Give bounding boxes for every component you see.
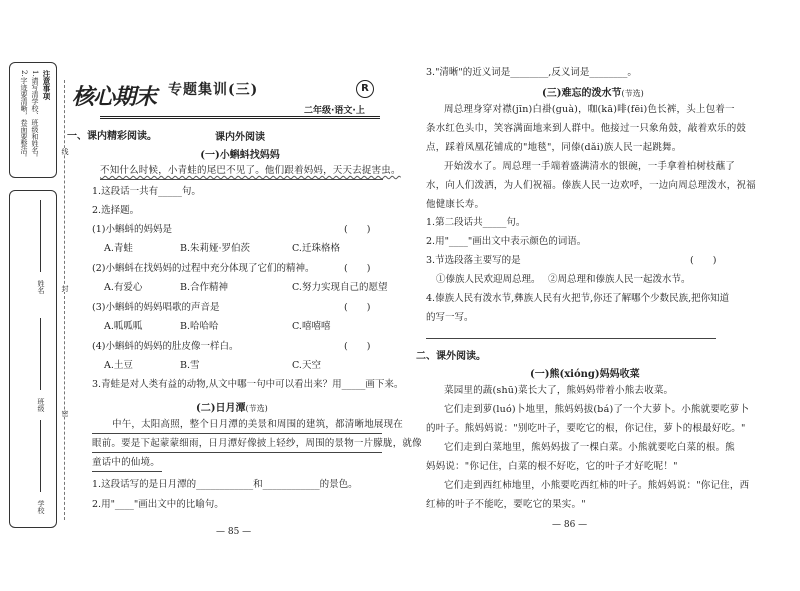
mc-1-option-c[interactable]: C.迁珠格格 — [292, 243, 340, 254]
question-2: 2.选择题。 — [92, 205, 140, 216]
right-question-4: 4.傣族人民有泼水节,彝族人民有火把节,你还了解哪个少数民族,把你知道 — [426, 293, 730, 304]
answer-line[interactable] — [426, 338, 716, 339]
header-rule — [100, 116, 380, 117]
passage-1-rule — [100, 179, 383, 180]
passage-4-line-6: 它们走到西红柿地里，小熊要吃西红柿的叶子。熊妈妈说："你记住，西 — [444, 480, 750, 491]
passage-2-title-text: (二)日月潭 — [196, 403, 246, 414]
passage-2-line-2: 眼前。要是下起蒙蒙细雨，日月潭好像披上轻纱，周围的景物一片朦胧，就像 — [92, 438, 422, 449]
brand-logo: 核心期末 — [72, 85, 157, 110]
mc-2-option-b[interactable]: B.合作精神 — [180, 282, 229, 293]
grade-tag: 二年级·语文·上 — [304, 106, 365, 116]
passage-2-title — [196, 399, 268, 414]
mc-2-option-a[interactable]: A.有爱心 — [104, 282, 143, 293]
class-label: 班级 — [37, 398, 45, 412]
cut-mark-feng: 封 — [61, 285, 69, 292]
question-4: 1.这段话写的是日月潭的____________和____________的景色。 — [92, 479, 358, 490]
section-title: 课内外阅读 — [215, 132, 265, 143]
passage-4-line-2: 它们走到萝(luó)卜地里，熊妈妈拔(bá)了一个大萝卜。小熊就要吃萝卜 — [444, 404, 750, 415]
question-3: 3.青蛙是对人类有益的动物,从文中哪一句中可以看出来？用_____画下来。 — [92, 379, 404, 390]
mc-1-option-a[interactable]: A.青蛙 — [104, 243, 133, 254]
page-number-right: — 86 — — [552, 520, 588, 530]
passage-2-rule-2 — [92, 452, 382, 453]
passage-4-line-1: 菜园里的蔬(shū)菜长大了，熊妈妈带着小熊去收菜。 — [444, 385, 674, 396]
mc-4-option-a[interactable]: A.土豆 — [104, 360, 133, 371]
mc-3-answer-box[interactable]: ( ) — [344, 302, 371, 313]
passage-4-title: (一)熊(xióng)妈妈收菜 — [530, 369, 640, 380]
name-field[interactable] — [40, 200, 41, 272]
mc-1-answer-box[interactable]: ( ) — [344, 224, 371, 235]
mc-3-option-c[interactable]: C.嘻嘻嘻 — [292, 321, 331, 332]
passage-2-rule-1 — [92, 433, 382, 434]
question-1: 1.这段话一共有_____句。 — [92, 186, 201, 197]
mc-4-option-b[interactable]: B.雪 — [180, 360, 200, 371]
right-q3-option-1[interactable]: ①傣族人民欢迎周总理。 — [436, 274, 541, 285]
right-q3-option-2[interactable]: ②周总理和傣族人民一起泼水节。 — [548, 274, 691, 285]
mc-2-option-c[interactable]: C.努力实现自己的愿望 — [292, 282, 388, 293]
page-title: 专题集训(三) — [168, 82, 259, 98]
notice-line-2: 2.字迹要清晰，卷面要整洁。 — [20, 70, 28, 161]
student-info-box — [9, 190, 57, 528]
class-field[interactable] — [40, 318, 41, 390]
mc-1-question: (1)小蝌蚪的妈妈是 — [92, 224, 172, 235]
mc-3-option-b[interactable]: B.哈哈哈 — [180, 321, 219, 332]
page-number-left: — 85 — — [216, 527, 252, 537]
mc-3-question: (3)小蝌蚪的妈妈唱歌的声音是 — [92, 302, 220, 313]
mc-3-option-a[interactable]: A.呱呱呱 — [104, 321, 143, 332]
binding-cut-line — [64, 80, 65, 520]
passage-3-title — [542, 84, 644, 99]
notice-line-1: 1.请写清学校、班级和姓名。 — [31, 70, 39, 161]
passage-3-line-6: 他健康长寿。 — [426, 199, 485, 210]
passage-3-line-1: 周总理身穿对襟(jīn)白褂(guà)，咖(kā)啡(fēi)色长裤，头上包着一 — [444, 104, 735, 115]
passage-2-line-3: 童话中的仙境。 — [92, 457, 160, 468]
passage-4-line-4: 它们走到白菜地里，熊妈妈拔了一棵白菜。小熊就要吃白菜的根。熊 — [444, 442, 736, 453]
passage-1-text: 不知什么时候，小青蛙的尾巴不见了。他们跟着妈妈，天天去捉害虫。 — [100, 165, 401, 176]
passage-4-line-7: 红柿的叶子不能吃，要吃它的果实。" — [426, 499, 586, 510]
right-question-2: 2.用"____"画出文中表示颜色的词语。 — [426, 236, 587, 247]
registered-mark: R — [356, 80, 374, 98]
mc-4-answer-box[interactable]: ( ) — [344, 341, 371, 352]
header-rule-2 — [100, 118, 380, 119]
passage-1-title: (一)小蝌蚪找妈妈 — [200, 150, 280, 161]
mc-2-question: (2)小蝌蚪在找妈妈的过程中充分体现了它们的精神。 — [92, 263, 315, 274]
mc-4-question: (4)小蝌蚪的妈妈的肚皮像一样白。 — [92, 341, 239, 352]
passage-3-title-text: (三)难忘的泼水节 — [542, 88, 622, 99]
passage-3-line-5: 水，向人们泼洒，为人们祝福。傣族人民一边欢呼，一边向周总理泼水，祝福 — [426, 180, 756, 191]
school-label: 学校 — [37, 500, 45, 514]
notice-title: 注意事项 — [42, 70, 51, 100]
passage-3-title-note: (节选) — [621, 89, 644, 98]
passage-2-title-note: (节选) — [245, 404, 268, 413]
passage-4-line-3: 的叶子。熊妈妈说："别吃叶子，要吃它的根，你记住，萝卜的根最好吃。" — [426, 423, 746, 434]
passage-4-line-5: 妈妈说："你记住，白菜的根不好吃，它的叶子才好吃呢！" — [426, 461, 678, 472]
school-field[interactable] — [40, 420, 41, 492]
right-question-1: 1.第二段话共_____句。 — [426, 217, 526, 228]
mc-2-answer-box[interactable]: ( ) — [344, 263, 371, 274]
right-question-4-line-2: 的写一写。 — [426, 312, 474, 323]
passage-2-line-1: 中午，太阳高照，整个日月潭的美景和周围的建筑，都清晰地展现在 — [112, 419, 404, 430]
question-5: 2.用"____"画出文中的比喻句。 — [92, 499, 224, 510]
passage-2-rule-3 — [92, 471, 162, 472]
right-question-3b: 3.节选段落主要写的是 — [426, 255, 521, 266]
part-1-heading: 一、课内精彩阅读。 — [67, 131, 157, 142]
passage-3-line-2: 条水红色头巾，笑容满面地来到人群中。他接过一只象角鼓，敲着欢乐的鼓 — [426, 123, 747, 134]
cut-mark-xian: 线 — [61, 148, 69, 155]
right-question-3: 3."清晰"的近义词是________,反义词是________。 — [426, 67, 637, 78]
cut-mark-mi: 密 — [61, 410, 69, 417]
mc-4-option-c[interactable]: C.天空 — [292, 360, 321, 371]
name-label: 姓名 — [37, 280, 45, 294]
mc-1-option-b[interactable]: B.朱莉娅·罗伯茨 — [180, 243, 251, 254]
passage-3-line-4: 开始泼水了。周总理一手端着盛满清水的银碗，一手拿着柏树枝蘸了 — [444, 161, 736, 172]
part-2-heading: 二、课外阅读。 — [416, 351, 486, 362]
right-q3-answer-box[interactable]: ( ) — [690, 255, 717, 266]
passage-3-line-3: 点，踩着凤凰花铺成的"地毯"，同傣(dǎi)族人民一起跳舞。 — [426, 142, 682, 153]
